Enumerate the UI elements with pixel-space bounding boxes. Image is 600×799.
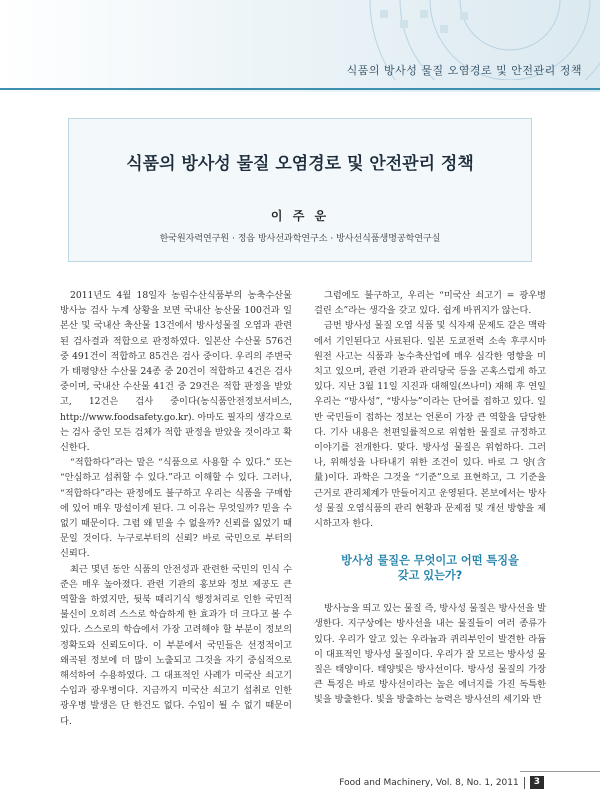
- author-affiliation: 한국원자력연구원 · 정읍 방사선과학연구소 · 방사선식품생명공학연구실: [159, 234, 441, 244]
- right-column: [314, 288, 546, 708]
- running-head: 식품의 방사성 물질 오염경로 및 안전관리 정책: [346, 64, 582, 77]
- body-paragraph: 그럼에도 불구하고, 우리는 “미국산 쇠고기 = 광우병 걸린 소”라는 생각을 갖고 있다. 쉽게 바뀌지가 않는다.: [314, 290, 546, 317]
- page-footer: [339, 776, 544, 789]
- left-column: [60, 288, 292, 729]
- author-name: 이 주 운: [270, 209, 330, 223]
- body-paragraph: “적합하다”라는 말은 “식품으로 사용할 수 있다.” 또는 “안심하고 섭취할 수 있다.”라고 이해할 수 있다. 그러나, “적합하다”라는 판정에도 불구하고 우리는 식품을 구매함에 있어 매우 망설이게 된다. 그 이유는 무엇일까? 믿을 수 없기 때문이다. 그럼 왜 믿을 수 없을까? 신뢰를 잃었기 때문일 것이다. 누구로부터의 신뢰? 바로 국민으로 부터의 신뢰다.: [60, 457, 292, 560]
- section-heading-line: 갖고 있는가?: [397, 569, 463, 583]
- page-number: 3: [530, 776, 544, 789]
- section-heading-line: 방사성 물질은 무엇이고 어떤 특징을: [341, 554, 519, 568]
- article-title: 식품의 방사성 물질 오염경로 및 안전관리 정책: [126, 154, 474, 174]
- section-heading: [314, 553, 546, 583]
- body-paragraph: 최근 몇년 동안 식품의 안전성과 관련한 국민의 인식 수준은 매우 높아졌다. 관련 기관의 홍보와 정보 제공도 큰 역할을 하였지만, 뒷북 때리기식 행정처리로 인한 국민적 불신이 오히려 스스로 학습하게 한 효과가 더 크다고 볼 수 있다. 스스로의 학습에서 가장 고려해야 할 부분이 정보의 정확도와 신뢰도이다. 이 부분에서 국민들은 선정적이고 왜곡된 정보에 더 많이 노출되고 그것을 자기 중심적으로 해석하여 수용하였다. 그 대표적인 사례가 미국산 쇠고기 수입과 광우병이다. 지금까지 미국산 쇠고기 섭취로 인한 광우병 발생은 단 한건도 없다. 수입이 될 수 없기 때문이다.: [60, 563, 292, 727]
- header-banner: [0, 0, 600, 92]
- footer-separator: [524, 777, 525, 789]
- footer-rule: [520, 771, 600, 772]
- body-paragraph: 방사능을 띄고 있는 물질 즉, 방사성 물질은 방사선을 발생한다. 지구상에는 방사선을 내는 물질들이 여러 종류가 있다. 우리가 알고 있는 우라늄과 퀴리부인이 발견한 라듐이 대표적인 방사성 물질이다. 우리가 잘 모르는 방사성 물질은 태양이다. 태양빛은 방사선이다. 방사성 물질의 가장 큰 특징은 바로 방사선이라는 높은 에너지를 가진 독특한 빛을 방출한다. 빛을 방출하는 능력은 방사선의 세기와 반: [314, 603, 546, 706]
- body-paragraph: 2011년도 4월 18일자 농림수산식품부의 농축수산물 방사능 검사 누계 상황을 보면 국내산 농산물 100건과 일본산 및 국내산 축산물 13건에서 방사성물질 오염과 관련된 검사결과 적합으로 판정하였다. 일본산 수산물 576건 중 491건이 적합하고 85건은 검사 중이다. 우리의 주변국가 태평양산 수산물 24종 중 20건이 적합하고 4건은 검사 중이며, 국내산 수산물 41건 중 29건은 적합 판정을 받았고, 12건은 검사 중이다(농식품안전정보서비스, http://www.foodsafety.go.kr). 아마도 필자의 생각으로는 검사 중인 모든 검체가 적합 판정을 받았을 것이라고 확신한다.: [60, 290, 292, 454]
- banner-divider: [0, 88, 600, 90]
- journal-citation: Food and Machinery, Vol. 8, No. 1, 2011: [339, 777, 519, 788]
- title-box: [68, 118, 532, 262]
- body-paragraph: 금번 방사성 물질 오염 식품 및 식자재 문제도 같은 맥락에서 기인된다고 사료된다. 일본 도쿄전력 소속 후쿠시마 원전 사고는 식품과 농수축산업에 매우 심각한 영향을 미치고 있으며, 관련 기관과 관리당국 등을 곤혹스럽게 하고 있다. 지난 3월 11일 지진과 대해일(쓰나미) 재해 후 연일 우리는 “방사성”, “방사능”이라는 단어를 접하고 있다. 일반 국민들이 접하는 정보는 언론이 가장 큰 역할을 담당한다. 기사 내용은 천편일률적으로 위험한 물질로 규정하고 이야기를 전개한다. 맞다. 방사성 물질은 위험하다. 그러나, 위해성을 나타내기 위한 조건이 있다. 바로 그 양(含量)이다. 과학은 그것을 “기준”으로 표현하고, 그 기준을 근거로 관리체계가 만들어지고 운영된다. 본보에서는 방사성 물질 오염식품의 관리 현황과 문제점 및 개선 방향을 제시하고자 한다.: [314, 320, 546, 530]
